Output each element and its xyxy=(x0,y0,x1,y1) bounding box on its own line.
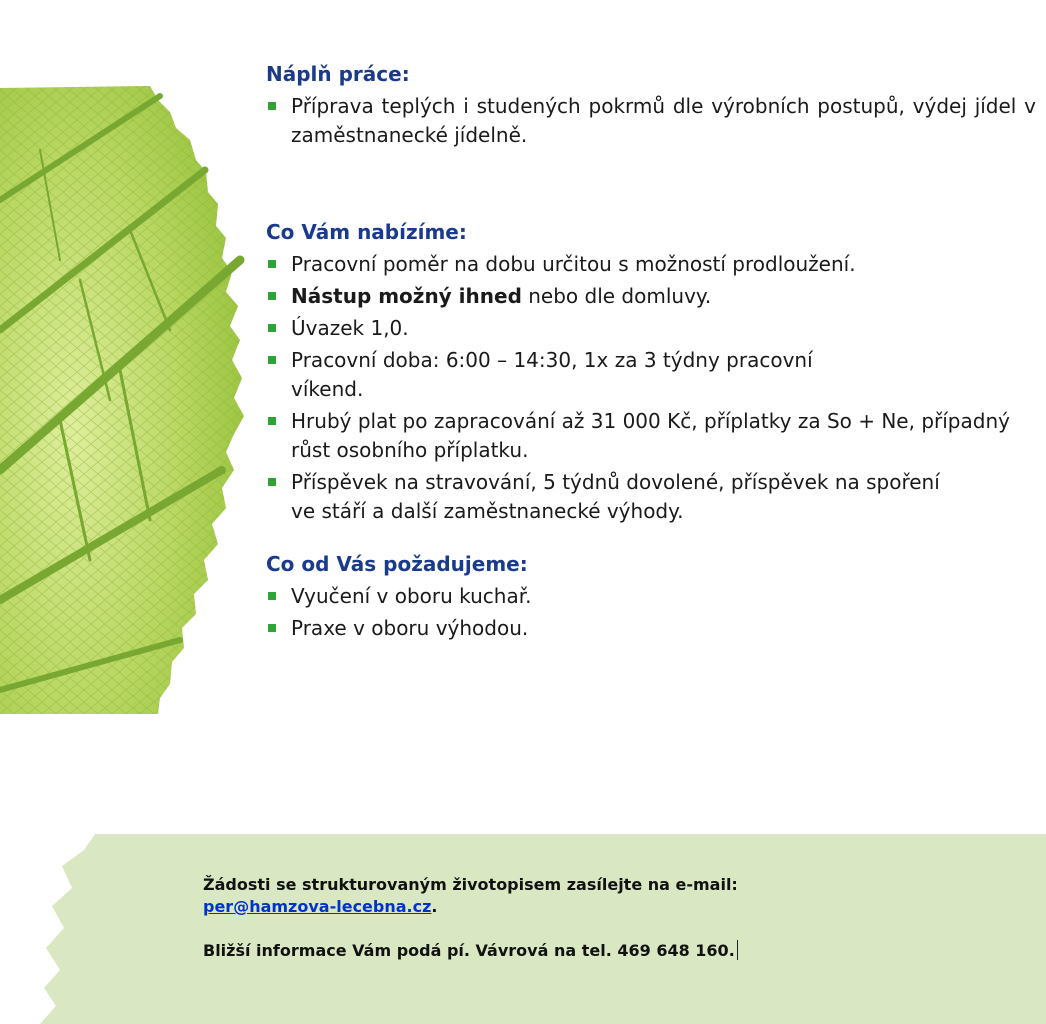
contact-line-1: Žádosti se strukturovaným životopisem zasílejte na e-mail: xyxy=(203,875,738,894)
list-item-rest: nebo dle domluvy. xyxy=(521,284,712,308)
item-list xyxy=(266,250,1036,526)
section-title: Co od Vás požadujeme: xyxy=(266,552,528,576)
list-item: Hrubý plat po zapracování až 31 000 Kč, příplatky za So + Ne, případný růst osobního příplatku. xyxy=(266,407,1036,465)
contact-info xyxy=(203,874,903,962)
list-item-bold: Nástup možný ihned xyxy=(291,284,522,308)
contact-email-line xyxy=(203,896,903,918)
list-item: Pracovní poměr na dobu určitou s možností prodloužení. xyxy=(266,250,1036,279)
list-item: Úvazek 1,0. xyxy=(266,314,1036,343)
section-job-description xyxy=(266,60,1036,150)
list-item: Příspěvek na stravování, 5 týdnů dovolené, příspěvek na spoření ve stáří a další zaměstnanecké výhody. xyxy=(266,468,1036,526)
list-item xyxy=(266,282,1036,311)
item-list xyxy=(266,582,1036,643)
contact-line-2 xyxy=(203,940,903,962)
list-item: Příprava teplých i studených pokrmů dle výrobních postupů, výdej jídel v zaměstnanecké jídelně. xyxy=(266,92,1036,150)
job-content xyxy=(266,60,1036,646)
contact-phone-text: Bližší informace Vám podá pí. Vávrová na tel. 469 648 160. xyxy=(203,941,735,960)
section-title: Náplň práce: xyxy=(266,62,410,86)
section-requirements xyxy=(266,550,1036,643)
email-suffix: . xyxy=(431,897,438,916)
list-item: Praxe v oboru výhodou. xyxy=(266,614,1036,643)
list-item: Pracovní doba: 6:00 – 14:30, 1x za 3 týdny pracovní víkend. xyxy=(266,346,1036,404)
section-title: Co Vám nabízíme: xyxy=(266,220,467,244)
section-we-offer xyxy=(266,218,1036,526)
list-item: Vyučení v oboru kuchař. xyxy=(266,582,1036,611)
text-cursor xyxy=(737,940,738,960)
email-link[interactable]: per@hamzova-lecebna.cz xyxy=(203,897,432,916)
item-list xyxy=(266,92,1036,150)
